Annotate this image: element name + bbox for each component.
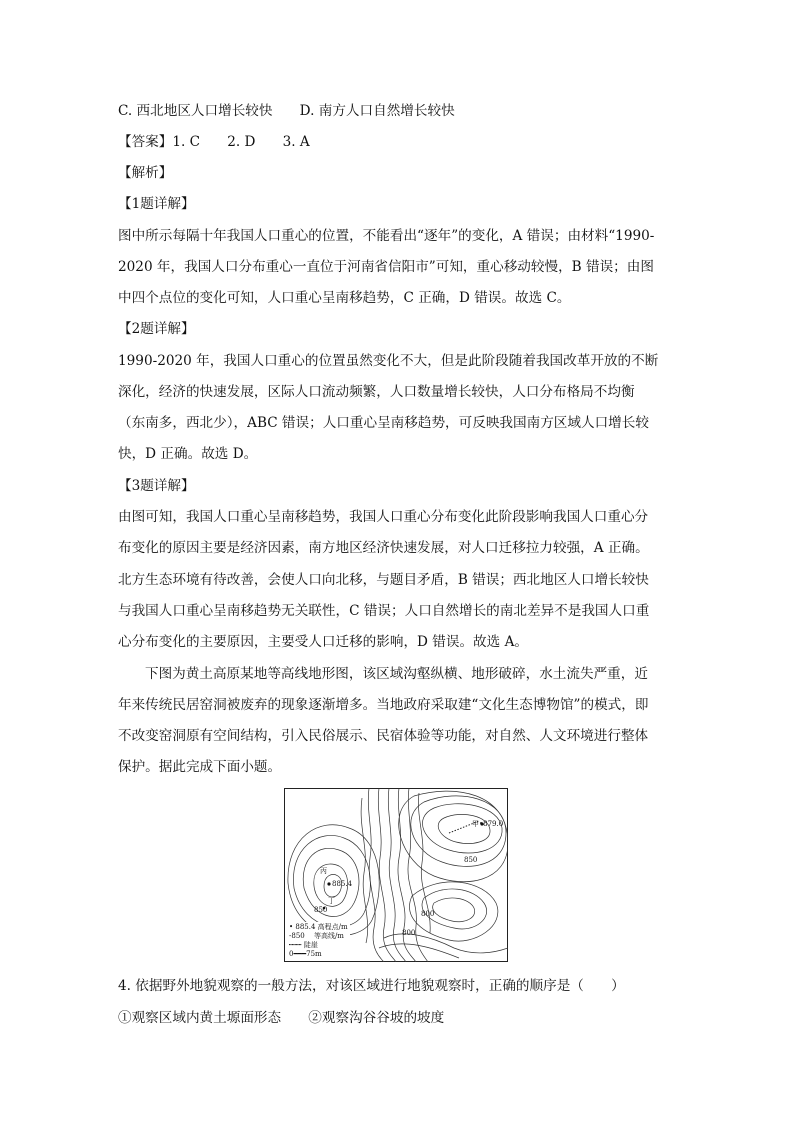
point-bing-elevation: 885.4 [332, 880, 353, 888]
q3-text-5: 心分布变化的主要原因，主要受人口迁移的影响，D 错误。故选 A。 [118, 634, 528, 650]
legend-point: • 885.4 高程点/m [289, 923, 348, 931]
passage-text-1: 下图为黄土高原某地等高线地形图，该区域沟壑纵横、地形破碎，水土流失严重，近 [145, 666, 648, 682]
point-jia-name: 甲 [472, 820, 479, 828]
passage-text-2: 年来传统民居窑洞被废弃的现象逐渐增多。当地政府采取建“文化生态博物馆”的模式，即 [118, 697, 649, 713]
point-jia-elevation: 879.0 [483, 820, 504, 828]
q2-text-1: 1990-2020 年，我国人口重心的位置虽然变化不大，但是此阶段随着我国改革开放的不断 [118, 353, 659, 369]
point-ding-label: 丁 [328, 897, 335, 905]
legend-scale: 0━━━75m [289, 950, 322, 958]
legend-contour: -850 等高线/m [289, 932, 344, 940]
q1-heading: 【1题详解】 [118, 196, 195, 212]
contour-850-left-label: 850 [314, 906, 328, 914]
legend-cliff: ┅┅┅ 陡崖 [289, 941, 318, 949]
q3-text-3: 北方生态环境有待改善，会使人口向北移，与题目矛盾，B 错误；西北地区人口增长较快 [118, 572, 649, 588]
q1-text-3: 中四个点位的变化可知，人口重心呈南移趋势，C 正确，D 错误。故选 C。 [118, 290, 571, 306]
q2-text-3: （东南多，西北少），ABC 错误；人口重心呈南移趋势，可反映我国南方区域人口增长较 [118, 415, 649, 431]
q2-text-4: 快，D 正确。故选 D。 [118, 446, 258, 462]
q1-text-1: 图中所示每隔十年我国人口重心的位置，不能看出“逐年”的变化，A 错误；由材料“1990- [118, 228, 655, 244]
passage-text-4: 保护。据此完成下面小题。 [118, 759, 282, 775]
q2-heading: 【2题详解】 [118, 321, 195, 337]
q1-text-2: 2020 年，我国人口分布重心一直位于河南省信阳市”可知，重心移动较慢，B 错误；由图 [118, 259, 654, 275]
analysis-heading: 【解析】 [118, 165, 173, 181]
point-jia-label: 甲•879.0 [472, 820, 504, 828]
contour-800-a-label: 800 [421, 910, 435, 918]
contour-800-b-label: 800 [402, 929, 416, 937]
passage-text-3: 不改变窑洞原有空间结构，引入民俗展示、民宿体验等功能，对自然、人文环境进行整体 [118, 728, 649, 744]
question-4-options: ①观察区域内黄土塬面形态 ②观察沟谷谷坡的坡度 [118, 1010, 445, 1026]
q3-text-4: 与我国人口重心呈南移趋势无关联性，C 错误；人口自然增长的南北差异不是我国人口重 [118, 603, 650, 619]
contour-map [284, 788, 508, 962]
q3-text-1: 由图可知，我国人口重心呈南移趋势，我国人口重心分布变化此阶段影响我国人口重心分 [118, 509, 649, 525]
map-legend [287, 922, 350, 960]
q2-text-2: 深化，经济的快速发展，区际人口流动频繁，人口数量增长较快，人口分布格局不均衡 [118, 384, 635, 400]
question-4-stem: 4. 依据野外地貌观察的一般方法，对该区域进行地貌观察时，正确的顺序是（ ） [118, 978, 625, 994]
answer-line: 【答案】1. C 2. D 3. A [118, 134, 310, 150]
q3-heading: 【3题详解】 [118, 478, 195, 494]
option-cd-line: C. 西北地区人口增长较快 D. 南方人口自然增长较快 [118, 103, 455, 119]
contour-850-right-label: 850 [464, 856, 478, 864]
point-bing-name: 丙 [320, 867, 327, 875]
q3-text-2: 布变化的原因主要是经济因素，南方地区经济快速发展，对人口迁移拉力较强，A 正确。 [118, 540, 649, 556]
